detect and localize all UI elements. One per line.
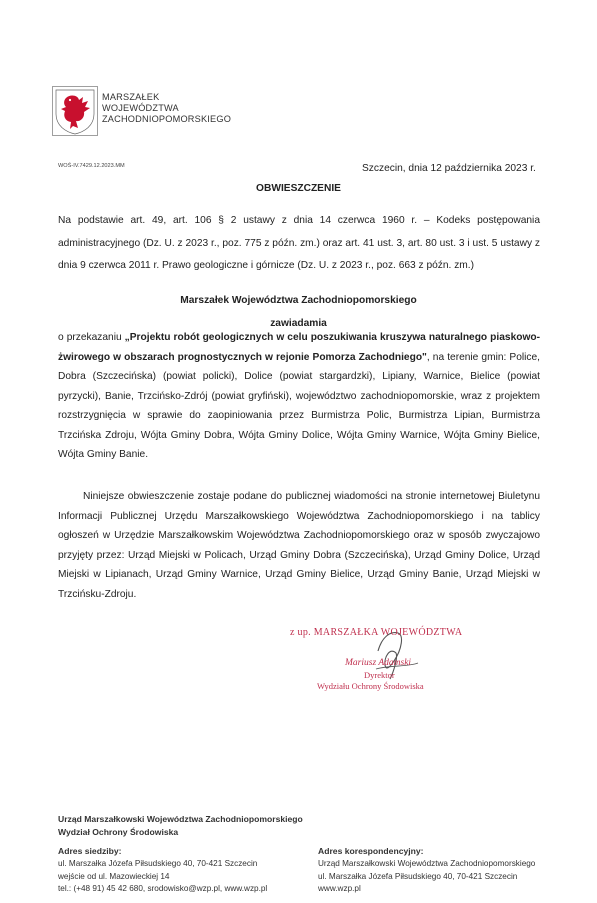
footer-organization [58, 813, 303, 839]
issuer-line-1: MARSZAŁEK [102, 92, 160, 102]
document-title: OBWIESZCZENIE [256, 183, 341, 194]
seat-address [58, 845, 298, 896]
correspondence-address [318, 845, 578, 896]
signature-department: Wydziału Ochrony Środowiska [317, 681, 424, 691]
institution-name: Marszałek Województwa Zachodniopomorskiego [180, 295, 417, 306]
reference-number: WOŚ-IV.7429.12.2023.MM [58, 163, 125, 169]
footer-org-2: Wydział Ochrony Środowiska [58, 827, 179, 837]
notice-paragraph [58, 328, 540, 465]
signature-position: Dyrektor [364, 670, 395, 680]
notifies-label: zawiadamia [270, 317, 327, 329]
correspondence-line-2: ul. Marszałka Józefa Piłsudskiego 40, 70-421 Szczecin [318, 871, 518, 881]
notice-prefix: o przekazaniu [58, 332, 125, 343]
document-date: Szczecin, dnia 12 października 2023 r. [362, 163, 536, 174]
seat-line-3: tel.: (+48 91) 45 42 680, srodowisko@wzp.pl, www.wzp.pl [58, 884, 268, 894]
signature-line-1: z up. MARSZAŁKA WOJEWÓDZTWA [290, 627, 463, 638]
issuer-line-2: WOJEWÓDZTWA [102, 103, 179, 114]
correspondence-label: Adres korespondencyjny: [318, 846, 424, 856]
issuer-name [102, 92, 231, 126]
notice-rest: , na terenie gmin: Police, Dobra (Szczecińska) (powiat policki), Dolice (powiat stargardzki), Lipiany, Warnice, Bielice (powiat pyrzycki), Banie, Trzcińsko-Zdrój (powiat gryfiński), województwo zachodniopomorskie, wraz z projektem rozstrzygnięcia w sprawie do zaopiniowania przez Burmistrza Polic, Burmistrza Lipian, Burmistrza Trzcińska Zdroju, Wójta Gminy Dobra, Wójta Gminy Dolice, Wójta Gminy Warnice, Wójta Gminy Bielice, Wójta Gminy Banie. [58, 351, 541, 460]
correspondence-line-1: Urząd Marszałkowski Województwa Zachodniopomorskiego [318, 859, 536, 869]
issuer-line-3: ZACHODNIOPOMORSKIEGO [102, 114, 232, 125]
footer-org-1: Urząd Marszałkowski Województwa Zachodniopomorskiego [58, 814, 303, 824]
seat-line-1: ul. Marszałka Józefa Piłsudskiego 40, 70-421 Szczecin [58, 859, 258, 869]
publication-paragraph: Niniejsze obwieszczenie zostaje podane do publicznej wiadomości na stronie internetowej Biuletynu Informacji Publicznej Urzędu Marszałkowskiego Województwa Zachodniopomorskiego i na tablicy ogłoszeń w Urzędzie Marszałkowskim Województwa Zachodniopomorskiego oraz w sposób zwyczajowo przyjęty przez: Urząd Miejski w Policach, Urząd Gminy Dobra (Szczecińska), Urząd Gminy Dolice, Urząd Miejski w Lipianach, Urząd Gminy Warnice, Urząd Gminy Bielice, Urząd Gminy Banie, Urząd Miejski w Trzcińsku-Zdroju. [58, 491, 540, 600]
project-name: „Projektu robót geologicznych w celu poszukiwania kruszywa naturalnego piaskowo-żwirowego w obszarach prognostycznych w rejonie Pomorza Zachodniego" [58, 332, 540, 363]
seat-line-2: wejście od ul. Mazowieckiej 14 [58, 871, 170, 881]
signature-name: Mariusz Adamski [345, 658, 412, 668]
griffin-coat-of-arms-icon [52, 86, 98, 136]
seat-label: Adres siedziby: [58, 846, 122, 856]
signature-stamp [290, 627, 470, 697]
legal-basis-paragraph: Na podstawie art. 49, art. 106 § 2 ustawy z dnia 14 czerwca 1960 r. – Kodeks postępowania administracyjnego (Dz. U. z 2023 r., poz. 775 z późn. zm.) oraz art. 41 ust. 3, art. 80 ust. 3 i ust. 5 ustawy z dnia 9 czerwca 2011 r. Prawo geologiczne i górnicze (Dz. U. z 2023 r., poz. 663 z późn. zm.) [58, 215, 540, 271]
correspondence-line-3: www.wzp.pl [318, 884, 361, 894]
